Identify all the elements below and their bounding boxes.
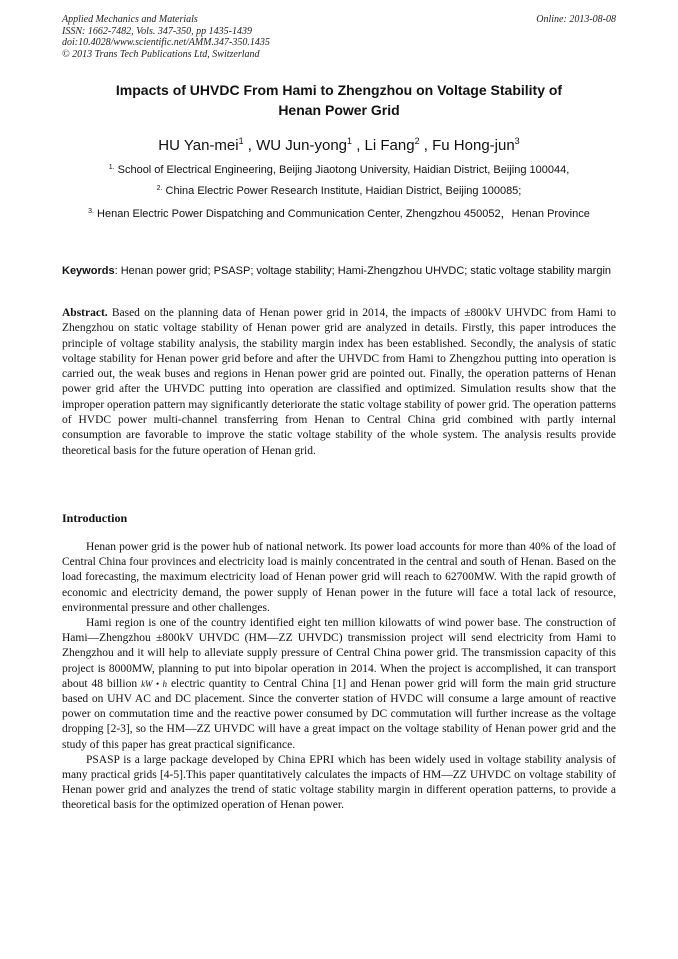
keywords bbox=[62, 264, 616, 278]
affiliation-text: Henan Electric Power Dispatching and Communication Center, Zhengzhou 450052，Henan Province bbox=[93, 208, 590, 220]
author-affil-mark: 1 bbox=[238, 136, 244, 146]
affiliation-2 bbox=[62, 184, 616, 199]
affiliation-3 bbox=[62, 207, 616, 222]
title-line-2: Henan Power Grid bbox=[278, 102, 400, 118]
title-line-1: Impacts of UHVDC From Hami to Zhengzhou on Voltage Stability of bbox=[115, 82, 563, 98]
author-affil-mark: 3 bbox=[514, 136, 520, 146]
journal-name: Applied Mechanics and Materials bbox=[62, 14, 198, 25]
affiliation-1 bbox=[62, 163, 616, 178]
paragraph: PSASP is a large package developed by China EPRI which has been widely used in voltage stability analysis of many practical grids [4-5].This paper quantitatively calculates the impacts of HM—ZZ UHVDC on voltage stability of Henan power grid and analyzes the trend of static voltage stability margin in different operation patterns, to provide a theoretical basis for the optimized operation of Henan power. bbox=[62, 753, 616, 812]
issn-line: ISSN: 1662-7482, Vols. 347-350, pp 1435-1439 bbox=[62, 25, 252, 37]
author-affil-mark: 2 bbox=[414, 136, 420, 146]
energy-unit: kW • h bbox=[141, 678, 167, 689]
section-heading-introduction: Introduction bbox=[62, 511, 128, 525]
abstract-text: Based on the planning data of Henan power grid in 2014, the impacts of ±800kV UHVDC from Hami to Zhengzhou on static voltage stability of Henan power grid are analyzed in details. Firstly, this paper introduces the principle of voltage stability analysis, the stability margin index has been established. Secondly, the analysis of static voltage stability for Henan power grid before and after the UHVDC from Hami to Zhengzhou putting into operation is carried out, the weak buses and regions in Henan power grid are pointed out. Finally, the operation patterns of Henan power grid after the UHVDC putting into operation are classified and optimized. Simulation results show that the improper operation pattern may significantly deteriorate the static voltage stability of power grid. The operation patterns of HVDC power multi-channel transferring from Henan to Central China grid combined with partly internal consumption are favorable to improve the static voltage stability of the whole system. The analysis results provide theoretical basis for the future operation of Henan grid. bbox=[62, 307, 616, 457]
abstract bbox=[62, 306, 616, 459]
author-name: Fu Hong-jun bbox=[432, 137, 515, 154]
doi-line: doi:10.4028/www.scientific.net/AMM.347-350.1435 bbox=[62, 37, 270, 48]
author-name: Li Fang bbox=[364, 137, 415, 154]
author-name: HU Yan-mei bbox=[158, 137, 239, 154]
keywords-text: : Henan power grid; PSASP; voltage stability; Hami-Zhengzhou UHVDC; static voltage stability margin bbox=[114, 265, 612, 277]
affiliation-text: China Electric Power Research Institute, Haidian District, Beijing 100085; bbox=[162, 185, 522, 197]
paper-title bbox=[62, 80, 616, 120]
affiliation-mark: 1. bbox=[108, 164, 115, 171]
affiliation-mark: 2. bbox=[156, 185, 163, 192]
author-separator: , bbox=[243, 137, 257, 154]
affiliation-mark: 3. bbox=[88, 208, 94, 215]
author-separator: , bbox=[352, 137, 365, 154]
keywords-label: Keywords bbox=[62, 265, 115, 277]
author-separator: , bbox=[419, 137, 433, 154]
affiliation-text: School of Electrical Engineering, Beijing Jiaotong University, Haidian District, Beijing 100044, bbox=[114, 164, 570, 176]
journal-header bbox=[62, 14, 616, 60]
paragraph-text: Hami region is one of the country identified eight ten million kilowatts of wind power base. The construction of Hami—Zhengzhou ±800kV UHVDC (HM—ZZ UHVDC) transmission project will send electricity from Hami to Zhengzhou and it will help to alleviate supply pressure of Central China power grid. The transmission capacity of this project is 8000MW, planning to put into bipolar operation in 2014. When the project is accomplished, it can transport about 48 billion bbox=[62, 617, 616, 690]
author-affil-mark: 1 bbox=[347, 136, 353, 146]
author-list bbox=[62, 136, 616, 156]
abstract-label: Abstract. bbox=[62, 307, 108, 319]
author-name: WU Jun-yong bbox=[256, 137, 348, 154]
paragraph bbox=[62, 616, 616, 753]
introduction-body bbox=[62, 540, 616, 814]
paragraph-text: electric quantity to Central China [1] and Henan power grid will form the main grid structure based on UHV AC and DC placement. Since the converter station of HVDC will consume a large amount of reactive power on commutation time and the reactive power consumed by DC commutation will further increase as the voltage dropping [2-3], so the HM—ZZ UHVDC will have a great impact on the voltage stability of Henan power grid and the study of this paper has great practical significance. bbox=[62, 677, 616, 751]
paragraph: Henan power grid is the power hub of national network. Its power load accounts for more than 40% of the load of Central China four provinces and electricity load is mainly concentrated in the central and south of Henan. Based on the load forecasting, the maximum electricity load of Henan power grid will reach to 62700MW. With the rapid growth of economic and electricity demand, the power supply of Henan power in the future will face a total lack of resource, environmental pressure and other challenges. bbox=[62, 541, 616, 614]
online-date: Online: 2013-08-08 bbox=[536, 14, 616, 25]
copyright-line: © 2013 Trans Tech Publications Ltd, Switzerland bbox=[62, 48, 260, 60]
